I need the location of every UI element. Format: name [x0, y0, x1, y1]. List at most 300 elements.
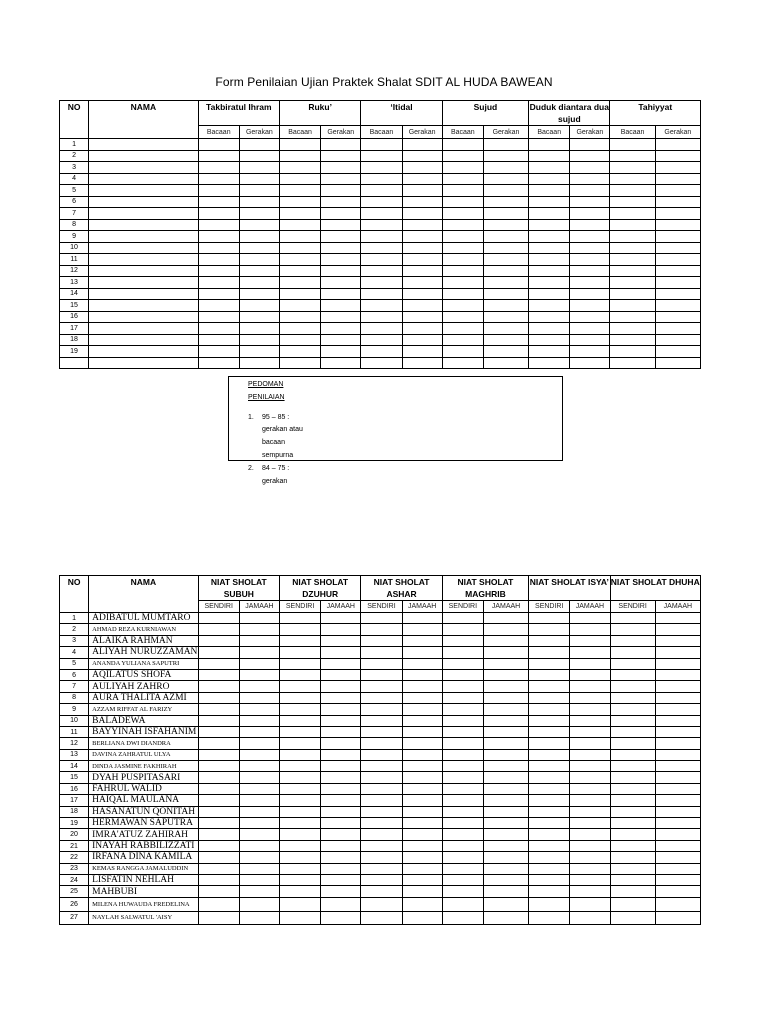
score-cell[interactable] [321, 311, 361, 323]
score-cell[interactable] [483, 242, 528, 254]
score-cell[interactable] [570, 219, 610, 231]
score-cell[interactable] [280, 863, 321, 874]
score-cell[interactable] [483, 624, 528, 635]
score-cell[interactable] [239, 185, 279, 197]
score-cell[interactable] [198, 254, 239, 266]
score-cell[interactable] [570, 681, 610, 692]
score-cell[interactable] [655, 323, 700, 335]
score-cell[interactable] [442, 761, 483, 772]
score-cell[interactable] [198, 704, 239, 715]
score-cell[interactable] [610, 346, 655, 358]
score-cell[interactable] [198, 795, 239, 806]
score-cell[interactable] [361, 692, 402, 703]
student-name[interactable]: ALAIKA RAHMAN [89, 635, 199, 646]
score-cell[interactable] [610, 783, 655, 794]
score-cell[interactable] [239, 783, 279, 794]
score-cell[interactable] [361, 311, 402, 323]
score-cell[interactable] [402, 346, 442, 358]
score-cell[interactable] [239, 196, 279, 208]
score-cell[interactable] [402, 795, 442, 806]
score-cell[interactable] [655, 231, 700, 243]
student-name[interactable] [89, 288, 199, 300]
score-cell[interactable] [483, 897, 528, 911]
score-cell[interactable] [402, 783, 442, 794]
score-cell[interactable] [279, 139, 320, 151]
score-cell[interactable] [280, 795, 321, 806]
score-cell[interactable] [321, 829, 361, 840]
score-cell[interactable] [321, 783, 361, 794]
score-cell[interactable] [402, 897, 442, 911]
score-cell[interactable] [239, 874, 279, 885]
score-cell[interactable] [361, 761, 402, 772]
score-cell[interactable] [610, 311, 655, 323]
score-cell[interactable] [321, 715, 361, 726]
score-cell[interactable] [198, 738, 239, 749]
score-cell[interactable] [483, 911, 528, 924]
score-cell[interactable] [280, 658, 321, 669]
score-cell[interactable] [442, 715, 483, 726]
score-cell[interactable] [483, 726, 528, 737]
score-cell[interactable] [442, 231, 483, 243]
score-cell[interactable] [321, 795, 361, 806]
score-cell[interactable] [442, 863, 483, 874]
score-cell[interactable] [321, 288, 361, 300]
score-cell[interactable] [321, 208, 361, 220]
score-cell[interactable] [361, 242, 402, 254]
score-cell[interactable] [361, 613, 402, 624]
score-cell[interactable] [655, 311, 700, 323]
score-cell[interactable] [483, 874, 528, 885]
student-name[interactable] [89, 219, 199, 231]
score-cell[interactable] [442, 806, 483, 817]
score-cell[interactable] [483, 300, 528, 312]
score-cell[interactable] [280, 840, 321, 851]
student-name[interactable] [89, 173, 199, 185]
score-cell[interactable] [570, 150, 610, 162]
score-cell[interactable] [529, 897, 570, 911]
student-name[interactable]: ALIYAH NURUZZAMAN [89, 647, 199, 658]
score-cell[interactable] [239, 613, 279, 624]
score-cell[interactable] [570, 852, 610, 863]
score-cell[interactable] [483, 196, 528, 208]
score-cell[interactable] [570, 231, 610, 243]
score-cell[interactable] [321, 818, 361, 829]
student-name[interactable] [89, 162, 199, 174]
score-cell[interactable] [321, 219, 361, 231]
score-cell[interactable] [361, 658, 402, 669]
score-cell[interactable] [361, 681, 402, 692]
score-cell[interactable] [280, 726, 321, 737]
score-cell[interactable] [321, 658, 361, 669]
score-cell[interactable] [442, 242, 483, 254]
score-cell[interactable] [239, 840, 279, 851]
score-cell[interactable] [280, 624, 321, 635]
score-cell[interactable] [198, 139, 239, 151]
score-cell[interactable] [279, 277, 320, 289]
score-cell[interactable] [610, 726, 655, 737]
score-cell[interactable] [321, 761, 361, 772]
score-cell[interactable] [570, 357, 610, 369]
score-cell[interactable] [570, 613, 610, 624]
student-name[interactable]: BERLIANA DWI DIANDRA [89, 738, 199, 749]
score-cell[interactable] [570, 886, 610, 897]
score-cell[interactable] [402, 231, 442, 243]
score-cell[interactable] [610, 897, 655, 911]
score-cell[interactable] [570, 208, 610, 220]
score-cell[interactable] [361, 624, 402, 635]
score-cell[interactable] [483, 219, 528, 231]
score-cell[interactable] [529, 242, 570, 254]
score-cell[interactable] [239, 749, 279, 760]
score-cell[interactable] [570, 726, 610, 737]
score-cell[interactable] [442, 173, 483, 185]
score-cell[interactable] [655, 897, 700, 911]
score-cell[interactable] [570, 242, 610, 254]
score-cell[interactable] [442, 738, 483, 749]
score-cell[interactable] [529, 162, 570, 174]
score-cell[interactable] [402, 323, 442, 335]
score-cell[interactable] [279, 208, 320, 220]
score-cell[interactable] [279, 150, 320, 162]
score-cell[interactable] [529, 704, 570, 715]
score-cell[interactable] [529, 669, 570, 680]
score-cell[interactable] [402, 806, 442, 817]
score-cell[interactable] [655, 772, 700, 783]
score-cell[interactable] [610, 704, 655, 715]
score-cell[interactable] [442, 681, 483, 692]
score-cell[interactable] [610, 886, 655, 897]
score-cell[interactable] [529, 726, 570, 737]
score-cell[interactable] [321, 277, 361, 289]
student-name[interactable]: AHMAD REZA KURNIAWAN [89, 624, 199, 635]
score-cell[interactable] [529, 139, 570, 151]
score-cell[interactable] [239, 818, 279, 829]
score-cell[interactable] [610, 669, 655, 680]
score-cell[interactable] [483, 288, 528, 300]
score-cell[interactable] [655, 139, 700, 151]
score-cell[interactable] [529, 818, 570, 829]
student-name[interactable]: MILENA HUWAUDA FREDELINA [89, 897, 199, 911]
score-cell[interactable] [239, 624, 279, 635]
score-cell[interactable] [321, 254, 361, 266]
student-name[interactable] [89, 334, 199, 346]
score-cell[interactable] [361, 185, 402, 197]
score-cell[interactable] [361, 726, 402, 737]
score-cell[interactable] [483, 185, 528, 197]
score-cell[interactable] [279, 357, 320, 369]
score-cell[interactable] [280, 692, 321, 703]
score-cell[interactable] [529, 219, 570, 231]
score-cell[interactable] [529, 635, 570, 646]
score-cell[interactable] [198, 334, 239, 346]
score-cell[interactable] [239, 277, 279, 289]
score-cell[interactable] [483, 613, 528, 624]
score-cell[interactable] [198, 219, 239, 231]
score-cell[interactable] [610, 749, 655, 760]
score-cell[interactable] [529, 886, 570, 897]
score-cell[interactable] [483, 173, 528, 185]
score-cell[interactable] [655, 783, 700, 794]
score-cell[interactable] [610, 795, 655, 806]
score-cell[interactable] [610, 173, 655, 185]
score-cell[interactable] [402, 613, 442, 624]
student-name[interactable] [89, 254, 199, 266]
score-cell[interactable] [361, 162, 402, 174]
student-name[interactable]: ANANDA YULIANA SAPUTRI [89, 658, 199, 669]
score-cell[interactable] [198, 658, 239, 669]
score-cell[interactable] [402, 772, 442, 783]
score-cell[interactable] [655, 254, 700, 266]
score-cell[interactable] [321, 704, 361, 715]
score-cell[interactable] [361, 738, 402, 749]
score-cell[interactable] [402, 311, 442, 323]
score-cell[interactable] [655, 704, 700, 715]
score-cell[interactable] [529, 613, 570, 624]
score-cell[interactable] [361, 219, 402, 231]
score-cell[interactable] [483, 704, 528, 715]
score-cell[interactable] [198, 726, 239, 737]
score-cell[interactable] [239, 231, 279, 243]
score-cell[interactable] [610, 806, 655, 817]
score-cell[interactable] [655, 357, 700, 369]
student-name[interactable] [89, 346, 199, 358]
score-cell[interactable] [239, 897, 279, 911]
score-cell[interactable] [483, 265, 528, 277]
score-cell[interactable] [361, 231, 402, 243]
score-cell[interactable] [280, 911, 321, 924]
score-cell[interactable] [610, 852, 655, 863]
score-cell[interactable] [655, 795, 700, 806]
score-cell[interactable] [321, 346, 361, 358]
score-cell[interactable] [442, 219, 483, 231]
score-cell[interactable] [321, 806, 361, 817]
score-cell[interactable] [279, 334, 320, 346]
score-cell[interactable] [529, 715, 570, 726]
score-cell[interactable] [361, 173, 402, 185]
score-cell[interactable] [239, 162, 279, 174]
score-cell[interactable] [483, 277, 528, 289]
student-name[interactable]: AQILATUS SHOFA [89, 669, 199, 680]
score-cell[interactable] [610, 715, 655, 726]
score-cell[interactable] [570, 624, 610, 635]
score-cell[interactable] [570, 162, 610, 174]
score-cell[interactable] [239, 772, 279, 783]
score-cell[interactable] [655, 911, 700, 924]
score-cell[interactable] [655, 863, 700, 874]
score-cell[interactable] [655, 726, 700, 737]
score-cell[interactable] [570, 139, 610, 151]
score-cell[interactable] [529, 749, 570, 760]
score-cell[interactable] [402, 254, 442, 266]
score-cell[interactable] [402, 886, 442, 897]
score-cell[interactable] [442, 818, 483, 829]
score-cell[interactable] [570, 840, 610, 851]
score-cell[interactable] [361, 346, 402, 358]
score-cell[interactable] [361, 795, 402, 806]
score-cell[interactable] [529, 311, 570, 323]
score-cell[interactable] [402, 863, 442, 874]
score-cell[interactable] [279, 323, 320, 335]
score-cell[interactable] [570, 911, 610, 924]
score-cell[interactable] [361, 277, 402, 289]
score-cell[interactable] [402, 704, 442, 715]
score-cell[interactable] [239, 334, 279, 346]
score-cell[interactable] [402, 658, 442, 669]
score-cell[interactable] [570, 173, 610, 185]
score-cell[interactable] [198, 231, 239, 243]
score-cell[interactable] [442, 692, 483, 703]
score-cell[interactable] [239, 704, 279, 715]
score-cell[interactable] [361, 265, 402, 277]
score-cell[interactable] [279, 300, 320, 312]
score-cell[interactable] [442, 783, 483, 794]
score-cell[interactable] [570, 761, 610, 772]
score-cell[interactable] [321, 196, 361, 208]
score-cell[interactable] [610, 150, 655, 162]
score-cell[interactable] [655, 840, 700, 851]
score-cell[interactable] [483, 231, 528, 243]
score-cell[interactable] [321, 772, 361, 783]
score-cell[interactable] [239, 806, 279, 817]
score-cell[interactable] [570, 863, 610, 874]
score-cell[interactable] [655, 738, 700, 749]
score-cell[interactable] [529, 196, 570, 208]
score-cell[interactable] [655, 761, 700, 772]
score-cell[interactable] [402, 911, 442, 924]
student-name[interactable]: IMRA'ATUZ ZAHIRAH [89, 829, 199, 840]
score-cell[interactable] [361, 357, 402, 369]
score-cell[interactable] [402, 277, 442, 289]
student-name[interactable]: MAHBUBI [89, 886, 199, 897]
score-cell[interactable] [442, 208, 483, 220]
score-cell[interactable] [361, 150, 402, 162]
score-cell[interactable] [570, 346, 610, 358]
score-cell[interactable] [610, 208, 655, 220]
score-cell[interactable] [321, 624, 361, 635]
score-cell[interactable] [402, 357, 442, 369]
score-cell[interactable] [198, 624, 239, 635]
score-cell[interactable] [655, 635, 700, 646]
score-cell[interactable] [570, 658, 610, 669]
score-cell[interactable] [402, 761, 442, 772]
score-cell[interactable] [529, 795, 570, 806]
student-name[interactable]: HERMAWAN SAPUTRA [89, 818, 199, 829]
score-cell[interactable] [529, 772, 570, 783]
score-cell[interactable] [361, 818, 402, 829]
score-cell[interactable] [280, 704, 321, 715]
score-cell[interactable] [570, 669, 610, 680]
score-cell[interactable] [402, 208, 442, 220]
score-cell[interactable] [610, 162, 655, 174]
score-cell[interactable] [610, 242, 655, 254]
score-cell[interactable] [280, 761, 321, 772]
student-name[interactable]: HAIQAL MAULANA [89, 795, 199, 806]
score-cell[interactable] [529, 840, 570, 851]
score-cell[interactable] [483, 886, 528, 897]
score-cell[interactable] [483, 738, 528, 749]
score-cell[interactable] [198, 772, 239, 783]
score-cell[interactable] [321, 231, 361, 243]
score-cell[interactable] [321, 162, 361, 174]
score-cell[interactable] [402, 726, 442, 737]
score-cell[interactable] [570, 897, 610, 911]
score-cell[interactable] [529, 277, 570, 289]
score-cell[interactable] [529, 150, 570, 162]
score-cell[interactable] [442, 840, 483, 851]
score-cell[interactable] [198, 173, 239, 185]
student-name[interactable]: AULIYAH ZAHRO [89, 681, 199, 692]
score-cell[interactable] [198, 840, 239, 851]
score-cell[interactable] [198, 783, 239, 794]
score-cell[interactable] [198, 818, 239, 829]
score-cell[interactable] [610, 357, 655, 369]
score-cell[interactable] [321, 242, 361, 254]
score-cell[interactable] [610, 840, 655, 851]
score-cell[interactable] [610, 219, 655, 231]
score-cell[interactable] [198, 669, 239, 680]
score-cell[interactable] [610, 692, 655, 703]
score-cell[interactable] [529, 185, 570, 197]
score-cell[interactable] [570, 818, 610, 829]
score-cell[interactable] [483, 658, 528, 669]
score-cell[interactable] [570, 795, 610, 806]
score-cell[interactable] [239, 254, 279, 266]
score-cell[interactable] [239, 886, 279, 897]
score-cell[interactable] [570, 635, 610, 646]
score-cell[interactable] [570, 829, 610, 840]
score-cell[interactable] [402, 738, 442, 749]
score-cell[interactable] [279, 265, 320, 277]
score-cell[interactable] [198, 300, 239, 312]
score-cell[interactable] [529, 173, 570, 185]
score-cell[interactable] [239, 139, 279, 151]
score-cell[interactable] [529, 738, 570, 749]
score-cell[interactable] [198, 242, 239, 254]
student-name[interactable]: INAYAH RABBILIZZATI [89, 840, 199, 851]
score-cell[interactable] [280, 897, 321, 911]
score-cell[interactable] [442, 635, 483, 646]
student-name[interactable]: AZZAM RIFFAT AL FARIZY [89, 704, 199, 715]
score-cell[interactable] [610, 185, 655, 197]
score-cell[interactable] [610, 231, 655, 243]
score-cell[interactable] [198, 806, 239, 817]
score-cell[interactable] [402, 150, 442, 162]
score-cell[interactable] [239, 173, 279, 185]
score-cell[interactable] [442, 772, 483, 783]
score-cell[interactable] [610, 911, 655, 924]
score-cell[interactable] [610, 863, 655, 874]
score-cell[interactable] [655, 242, 700, 254]
score-cell[interactable] [198, 635, 239, 646]
score-cell[interactable] [655, 806, 700, 817]
score-cell[interactable] [279, 254, 320, 266]
score-cell[interactable] [279, 162, 320, 174]
score-cell[interactable] [529, 624, 570, 635]
score-cell[interactable] [280, 829, 321, 840]
score-cell[interactable] [570, 715, 610, 726]
student-name[interactable] [89, 357, 199, 369]
score-cell[interactable] [321, 334, 361, 346]
score-cell[interactable] [483, 806, 528, 817]
student-name[interactable] [89, 242, 199, 254]
score-cell[interactable] [442, 647, 483, 658]
student-name[interactable]: AURA THALITA AZMI [89, 692, 199, 703]
score-cell[interactable] [655, 288, 700, 300]
score-cell[interactable] [483, 635, 528, 646]
score-cell[interactable] [402, 749, 442, 760]
score-cell[interactable] [655, 658, 700, 669]
score-cell[interactable] [570, 311, 610, 323]
